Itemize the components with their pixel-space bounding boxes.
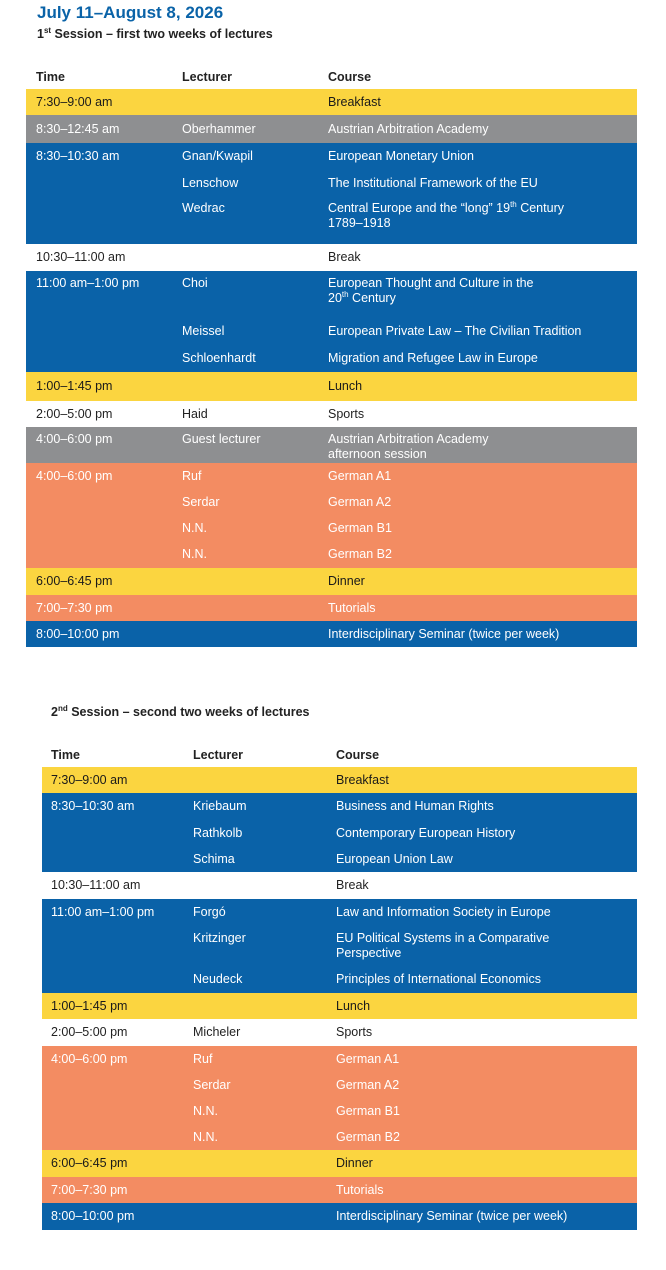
course-line2: afternoon session xyxy=(328,447,427,461)
table-row xyxy=(26,115,637,143)
lecturer-cell: Schima xyxy=(193,852,235,866)
course-title: Tutorials xyxy=(336,1183,384,1197)
table-row xyxy=(26,196,637,244)
course-title: German A1 xyxy=(336,1052,400,1066)
session-1-schedule xyxy=(26,65,637,647)
lecturer-cell: Choi xyxy=(182,276,208,290)
table-row xyxy=(26,427,637,463)
course-cell xyxy=(328,324,581,339)
course-cell xyxy=(336,1052,399,1067)
course-title: Sports xyxy=(328,407,365,421)
table-row xyxy=(42,899,637,926)
lecturer-cell: Kritzinger xyxy=(193,931,246,945)
course-title: European Union Law xyxy=(336,852,453,866)
lecturer-cell: Serdar xyxy=(193,1078,231,1092)
course-cell xyxy=(336,773,389,788)
course-cell xyxy=(328,95,381,110)
course-title: Dinner xyxy=(328,574,365,588)
course-cell xyxy=(328,149,474,164)
table-row xyxy=(26,372,637,401)
lecturer-cell: Serdar xyxy=(182,495,220,509)
table-row xyxy=(42,1203,637,1230)
table-row xyxy=(42,926,637,966)
time-cell: 4:00–6:00 pm xyxy=(36,469,113,483)
lecturer-cell: Wedrac xyxy=(182,201,225,215)
course-cell xyxy=(336,1025,372,1040)
lecturer-cell: Ruf xyxy=(193,1052,213,1066)
table-row xyxy=(42,872,637,899)
course-title: Interdisciplinary Seminar (twice per week) xyxy=(328,627,560,641)
time-cell: 8:30–10:30 am xyxy=(36,149,120,163)
lecturer-cell: N.N. xyxy=(193,1130,218,1144)
course-cell xyxy=(328,379,362,394)
time-cell: 11:00 am–1:00 pm xyxy=(51,905,155,919)
table-row xyxy=(42,1150,637,1177)
session-1-number: 1 xyxy=(37,27,44,41)
course-cell xyxy=(328,521,392,536)
session-1-ordinal: st xyxy=(43,25,52,35)
table-row xyxy=(42,767,637,793)
table-row xyxy=(26,170,637,196)
course-title-end: Century xyxy=(516,201,564,215)
time-cell: 1:00–1:45 pm xyxy=(51,999,128,1013)
lecturer-cell: Kriebaum xyxy=(193,799,247,813)
time-cell: 10:30–11:00 am xyxy=(51,878,141,892)
course-line2: Century xyxy=(348,291,396,305)
lecturer-cell: Haid xyxy=(182,407,208,421)
course-cell xyxy=(336,799,494,814)
course-cell xyxy=(328,547,392,562)
course-cell xyxy=(336,878,369,893)
course-cell xyxy=(336,852,453,867)
course-cell xyxy=(328,601,375,616)
table-row xyxy=(42,846,637,872)
table-row xyxy=(26,621,637,647)
time-cell: 4:00–6:00 pm xyxy=(51,1052,128,1066)
course-cell xyxy=(336,905,551,920)
session-1-label: Session – first two weeks of lectures xyxy=(51,27,273,41)
table-row xyxy=(26,463,637,489)
course-title: German B1 xyxy=(336,1104,400,1118)
course-title: The Institutional Framework of the EU xyxy=(328,176,538,190)
course-cell xyxy=(328,407,364,422)
course-cell xyxy=(336,826,515,841)
course-superscript: th xyxy=(510,199,517,209)
course-title: Break xyxy=(328,250,361,264)
course-cell xyxy=(328,469,391,484)
time-cell: 4:00–6:00 pm xyxy=(36,432,113,446)
table-row xyxy=(26,568,637,595)
time-cell: 7:30–9:00 am xyxy=(36,95,113,109)
lecturer-cell: Meissel xyxy=(182,324,225,338)
header-lecturer: Lecturer xyxy=(182,70,233,84)
course-cell xyxy=(328,351,538,366)
course-cell xyxy=(328,574,365,589)
course-cell xyxy=(328,201,564,231)
course-title: Breakfast xyxy=(336,773,389,787)
table-row xyxy=(42,793,637,820)
course-title: Tutorials xyxy=(328,601,376,615)
table-row xyxy=(42,1177,637,1203)
course-line2: Perspective xyxy=(336,946,402,960)
table-row xyxy=(26,541,637,568)
course-title: European Monetary Union xyxy=(328,149,474,163)
table-row xyxy=(42,1046,637,1072)
time-cell: 2:00–5:00 pm xyxy=(36,407,113,421)
session-2-number: 2 xyxy=(51,705,58,719)
lecturer-cell: Lenschow xyxy=(182,176,239,190)
lecturer-cell: N.N. xyxy=(182,547,207,561)
course-cell xyxy=(328,176,538,191)
course-cell xyxy=(336,1183,383,1198)
table-row xyxy=(42,993,637,1019)
course-title: Dinner xyxy=(336,1156,373,1170)
course-cell xyxy=(336,1156,373,1171)
course-cell xyxy=(328,432,489,462)
lecturer-cell: Micheler xyxy=(193,1025,241,1039)
time-cell: 10:30–11:00 am xyxy=(36,250,126,264)
lecturer-cell: Rathkolb xyxy=(193,826,243,840)
course-title: Austrian Arbitration Academy xyxy=(328,432,489,446)
lecturer-cell: Neudeck xyxy=(193,972,243,986)
course-title: Principles of International Economics xyxy=(336,972,541,986)
table-row xyxy=(42,1124,637,1150)
time-cell: 6:00–6:45 pm xyxy=(51,1156,128,1170)
course-title: Interdisciplinary Seminar (twice per week) xyxy=(336,1209,568,1223)
table-row xyxy=(26,271,637,318)
lecturer-cell: Guest lecturer xyxy=(182,432,261,446)
course-title: Lunch xyxy=(336,999,371,1013)
course-title: Contemporary European History xyxy=(336,826,516,840)
session-2-schedule xyxy=(42,743,637,1230)
table-row xyxy=(26,244,637,271)
header-time: Time xyxy=(51,748,80,762)
course-title: EU Political Systems in a Comparative xyxy=(336,931,550,945)
course-title: German A2 xyxy=(328,495,392,509)
table-row xyxy=(26,89,637,115)
course-title: German B1 xyxy=(328,521,392,535)
course-cell xyxy=(328,276,533,306)
course-line2: 1789–1918 xyxy=(328,216,391,230)
table-row xyxy=(26,595,637,621)
time-cell: 6:00–6:45 pm xyxy=(36,574,113,588)
course-title: Central Europe and the “long” 19 xyxy=(328,201,511,215)
header-course: Course xyxy=(336,748,380,762)
course-cell xyxy=(336,1130,400,1145)
session-2-label: Session – second two weeks of lectures xyxy=(67,705,310,719)
course-cell xyxy=(328,250,361,265)
table-row xyxy=(26,401,637,427)
course-title: German A1 xyxy=(328,469,392,483)
session-2-ordinal: nd xyxy=(57,703,68,713)
session-1-heading xyxy=(37,27,273,41)
time-cell: 7:00–7:30 pm xyxy=(51,1183,128,1197)
course-title: German B2 xyxy=(336,1130,400,1144)
session-1-rows xyxy=(26,89,637,647)
table-row xyxy=(42,820,637,846)
course-cell xyxy=(336,931,549,961)
table-row xyxy=(26,489,637,515)
header-course: Course xyxy=(328,70,372,84)
table-row xyxy=(42,966,637,993)
table-row xyxy=(26,345,637,372)
table-row xyxy=(42,1098,637,1124)
table-row xyxy=(42,1072,637,1098)
course-title: European Private Law – The Civilian Tradition xyxy=(328,324,582,338)
table-row xyxy=(26,318,637,345)
course-cell xyxy=(336,972,541,987)
time-cell: 8:30–10:30 am xyxy=(51,799,135,813)
session-2-heading xyxy=(51,705,310,719)
table-header xyxy=(42,743,637,767)
course-title: Lunch xyxy=(328,379,363,393)
header-time: Time xyxy=(36,70,65,84)
session-2-rows xyxy=(42,767,637,1230)
time-cell: 2:00–5:00 pm xyxy=(51,1025,128,1039)
course-cell xyxy=(328,122,489,137)
course-title: German B2 xyxy=(328,547,392,561)
table-row xyxy=(26,143,637,170)
time-cell: 11:00 am–1:00 pm xyxy=(36,276,140,290)
time-cell: 7:00–7:30 pm xyxy=(36,601,113,615)
course-cell xyxy=(336,1078,399,1093)
course-title: Law and Information Society in Europe xyxy=(336,905,551,919)
course-cell xyxy=(336,1104,400,1119)
time-cell: 1:00–1:45 pm xyxy=(36,379,113,393)
lecturer-cell: N.N. xyxy=(182,521,207,535)
course-title: Migration and Refugee Law in Europe xyxy=(328,351,538,365)
table-header xyxy=(26,65,637,89)
header-lecturer: Lecturer xyxy=(193,748,244,762)
course-title: German A2 xyxy=(336,1078,400,1092)
lecturer-cell: Schloenhardt xyxy=(182,351,256,365)
course-title: Austrian Arbitration Academy xyxy=(328,122,489,136)
time-cell: 8:00–10:00 pm xyxy=(51,1209,135,1223)
course-title: Break xyxy=(336,878,369,892)
lecturer-cell: Oberhammer xyxy=(182,122,256,136)
course-title: Business and Human Rights xyxy=(336,799,494,813)
time-cell: 7:30–9:00 am xyxy=(51,773,128,787)
course-title: Sports xyxy=(336,1025,373,1039)
course-title: Breakfast xyxy=(328,95,381,109)
course-line2-superscript: th xyxy=(341,289,349,299)
course-cell xyxy=(336,1209,567,1224)
page-title: July 11–August 8, 2026 xyxy=(37,3,224,22)
lecturer-cell: Forgó xyxy=(193,905,226,919)
course-cell xyxy=(336,999,370,1014)
course-cell xyxy=(328,627,559,642)
lecturer-cell: N.N. xyxy=(193,1104,218,1118)
course-cell xyxy=(328,495,391,510)
time-cell: 8:00–10:00 pm xyxy=(36,627,120,641)
lecturer-cell: Ruf xyxy=(182,469,202,483)
table-row xyxy=(42,1019,637,1046)
course-line2-prefix: 20 xyxy=(328,291,342,305)
course-title: European Thought and Culture in the xyxy=(328,276,534,290)
table-row xyxy=(26,515,637,541)
time-cell: 8:30–12:45 am xyxy=(36,122,120,136)
lecturer-cell: Gnan/Kwapil xyxy=(182,149,253,163)
